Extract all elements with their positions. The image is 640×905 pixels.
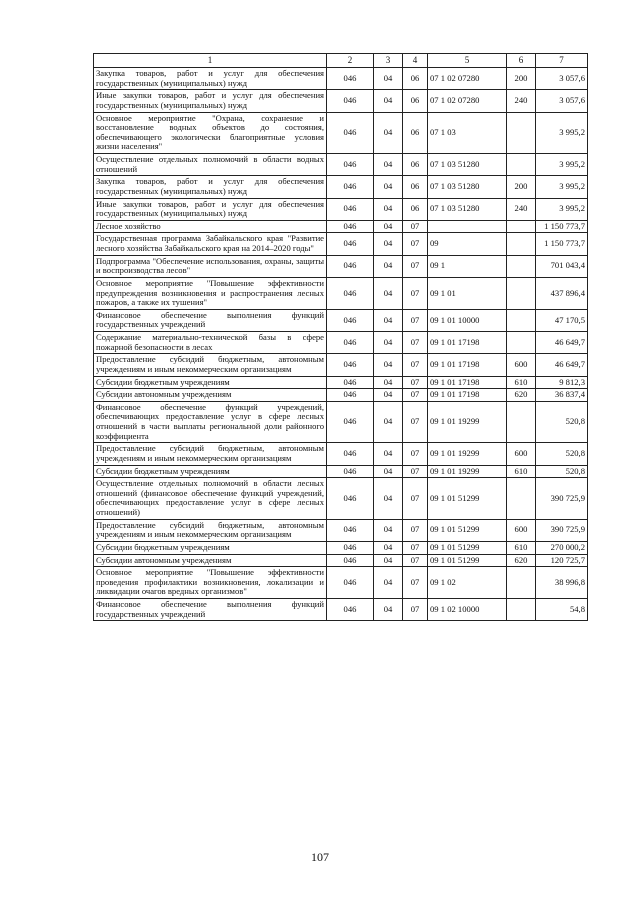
- amount-cell: 3 995,2: [536, 112, 588, 154]
- row-name-cell: Подпрограмма "Обеспечение использования, охраны, защиты и воспроизводства лесов": [94, 255, 327, 277]
- table-row: [94, 154, 588, 176]
- row-name-cell: Закупка товаров, работ и услуг для обеспечения государственных (муниципальных) нужд: [94, 176, 327, 198]
- section-cell: 04: [374, 401, 403, 443]
- table-body: [94, 54, 588, 621]
- grbs-cell: 046: [327, 443, 374, 465]
- expense-type-cell: [507, 220, 536, 233]
- grbs-cell: 046: [327, 567, 374, 599]
- section-cell: 04: [374, 389, 403, 402]
- target-article-cell: 07 1 03 51280: [428, 154, 507, 176]
- table-row: [94, 478, 588, 520]
- subsection-cell: 07: [403, 332, 428, 354]
- table-row: [94, 389, 588, 402]
- expense-type-cell: [507, 309, 536, 331]
- grbs-cell: 046: [327, 112, 374, 154]
- subsection-cell: 07: [403, 389, 428, 402]
- amount-cell: 47 170,5: [536, 309, 588, 331]
- grbs-cell: 046: [327, 401, 374, 443]
- header-cell: 5: [428, 54, 507, 68]
- expense-type-cell: [507, 154, 536, 176]
- amount-cell: 1 150 773,7: [536, 220, 588, 233]
- row-name-cell: Основное мероприятие "Повышение эффективности предупреждения возникновения и распространения лесных пожаров, а также их тушения": [94, 277, 327, 309]
- row-name-cell: Финансовое обеспечение функций учреждений, обеспечивающих предоставление услуг в сфере лесных отношений в части выплаты региональной доли районного коэффициента: [94, 401, 327, 443]
- expense-type-cell: [507, 401, 536, 443]
- expense-type-cell: 620: [507, 389, 536, 402]
- grbs-cell: 046: [327, 465, 374, 478]
- target-article-cell: 07 1 03 51280: [428, 198, 507, 220]
- table-row: [94, 465, 588, 478]
- target-article-cell: 09 1 01: [428, 277, 507, 309]
- row-name-cell: Закупка товаров, работ и услуг для обеспечения государственных (муниципальных) нужд: [94, 68, 327, 90]
- expense-type-cell: [507, 478, 536, 520]
- header-cell: 7: [536, 54, 588, 68]
- target-article-cell: 09 1 01 51299: [428, 478, 507, 520]
- amount-cell: 270 000,2: [536, 541, 588, 554]
- section-cell: 04: [374, 198, 403, 220]
- section-cell: 04: [374, 567, 403, 599]
- expense-type-cell: 600: [507, 354, 536, 376]
- table-row: [94, 198, 588, 220]
- table-row: [94, 354, 588, 376]
- header-cell: 6: [507, 54, 536, 68]
- amount-cell: 46 649,7: [536, 332, 588, 354]
- row-name-cell: Основное мероприятие "Повышение эффективности проведения профилактики возникновения, локализации и ликвидации очагов вредных организмов": [94, 567, 327, 599]
- amount-cell: 1 150 773,7: [536, 233, 588, 255]
- table-row: [94, 112, 588, 154]
- table-row: [94, 541, 588, 554]
- amount-cell: 3 995,2: [536, 176, 588, 198]
- grbs-cell: 046: [327, 90, 374, 112]
- target-article-cell: 09 1 01 51299: [428, 541, 507, 554]
- amount-cell: 36 837,4: [536, 389, 588, 402]
- expense-type-cell: [507, 255, 536, 277]
- target-article-cell: 07 1 02 07280: [428, 68, 507, 90]
- expense-type-cell: [507, 599, 536, 621]
- grbs-cell: 046: [327, 389, 374, 402]
- section-cell: 04: [374, 376, 403, 389]
- section-cell: 04: [374, 354, 403, 376]
- target-article-cell: 09 1 01 17198: [428, 389, 507, 402]
- target-article-cell: 09: [428, 233, 507, 255]
- amount-cell: 520,8: [536, 443, 588, 465]
- expense-type-cell: 620: [507, 554, 536, 567]
- subsection-cell: 07: [403, 478, 428, 520]
- section-cell: 04: [374, 68, 403, 90]
- target-article-cell: 09 1 02 10000: [428, 599, 507, 621]
- grbs-cell: 046: [327, 354, 374, 376]
- amount-cell: 390 725,9: [536, 519, 588, 541]
- row-name-cell: Содержание материально-технической базы в сфере пожарной безопасности в лесах: [94, 332, 327, 354]
- row-name-cell: Финансовое обеспечение выполнения функций государственных учреждений: [94, 309, 327, 331]
- subsection-cell: 07: [403, 567, 428, 599]
- subsection-cell: 07: [403, 376, 428, 389]
- section-cell: 04: [374, 233, 403, 255]
- section-cell: 04: [374, 541, 403, 554]
- table-row: [94, 376, 588, 389]
- section-cell: 04: [374, 220, 403, 233]
- grbs-cell: 046: [327, 376, 374, 389]
- target-article-cell: 09 1 01 19299: [428, 465, 507, 478]
- target-article-cell: 09 1 01 10000: [428, 309, 507, 331]
- row-name-cell: Осуществление отдельных полномочий в области лесных отношений (финансовое обеспечение функций учреждений, обеспечивающих предоставление услуг в сфере лесных отношений): [94, 478, 327, 520]
- subsection-cell: 07: [403, 443, 428, 465]
- row-name-cell: Иные закупки товаров, работ и услуг для обеспечения государственных (муниципальных) нужд: [94, 198, 327, 220]
- subsection-cell: 07: [403, 233, 428, 255]
- target-article-cell: 09 1: [428, 255, 507, 277]
- subsection-cell: 07: [403, 541, 428, 554]
- subsection-cell: 06: [403, 112, 428, 154]
- target-article-cell: 07 1 02 07280: [428, 90, 507, 112]
- expense-type-cell: [507, 277, 536, 309]
- table-row: [94, 68, 588, 90]
- subsection-cell: 06: [403, 198, 428, 220]
- target-article-cell: 09 1 01 17198: [428, 354, 507, 376]
- header-cell: 4: [403, 54, 428, 68]
- target-article-cell: 09 1 01 51299: [428, 519, 507, 541]
- grbs-cell: 046: [327, 478, 374, 520]
- amount-cell: 701 043,4: [536, 255, 588, 277]
- grbs-cell: 046: [327, 599, 374, 621]
- section-cell: 04: [374, 112, 403, 154]
- grbs-cell: 046: [327, 332, 374, 354]
- expense-type-cell: 610: [507, 465, 536, 478]
- target-article-cell: 09 1 01 17198: [428, 376, 507, 389]
- expense-type-cell: [507, 112, 536, 154]
- subsection-cell: 07: [403, 554, 428, 567]
- grbs-cell: 046: [327, 176, 374, 198]
- expense-type-cell: 600: [507, 443, 536, 465]
- table-row: [94, 277, 588, 309]
- row-name-cell: Субсидии бюджетным учреждениям: [94, 541, 327, 554]
- expense-type-cell: 200: [507, 68, 536, 90]
- document-page: [93, 53, 587, 621]
- grbs-cell: 046: [327, 309, 374, 331]
- row-name-cell: Предоставление субсидий бюджетным, автономным учреждениям и иным некоммерческим организациям: [94, 354, 327, 376]
- header-cell: 2: [327, 54, 374, 68]
- section-cell: 04: [374, 599, 403, 621]
- row-name-cell: Предоставление субсидий бюджетным, автономным учреждениям и иным некоммерческим организациям: [94, 519, 327, 541]
- section-cell: 04: [374, 554, 403, 567]
- section-cell: 04: [374, 443, 403, 465]
- page-number: 107: [311, 850, 329, 864]
- table-row: [94, 255, 588, 277]
- table-row: [94, 332, 588, 354]
- amount-cell: 437 896,4: [536, 277, 588, 309]
- grbs-cell: 046: [327, 519, 374, 541]
- table-row: [94, 176, 588, 198]
- target-article-cell: 09 1 01 19299: [428, 401, 507, 443]
- row-name-cell: Лесное хозяйство: [94, 220, 327, 233]
- subsection-cell: 06: [403, 90, 428, 112]
- table-row: [94, 401, 588, 443]
- section-cell: 04: [374, 309, 403, 331]
- section-cell: 04: [374, 255, 403, 277]
- grbs-cell: 046: [327, 277, 374, 309]
- amount-cell: 3 995,2: [536, 198, 588, 220]
- row-name-cell: Субсидии бюджетным учреждениям: [94, 376, 327, 389]
- grbs-cell: 046: [327, 68, 374, 90]
- table-row: [94, 90, 588, 112]
- amount-cell: 54,8: [536, 599, 588, 621]
- section-cell: 04: [374, 332, 403, 354]
- subsection-cell: 07: [403, 519, 428, 541]
- row-name-cell: Государственная программа Забайкальского края "Развитие лесного хозяйства Забайкальского края на 2014–2020 годы": [94, 233, 327, 255]
- table-row: [94, 519, 588, 541]
- header-row: [94, 54, 588, 68]
- section-cell: 04: [374, 154, 403, 176]
- amount-cell: 9 812,3: [536, 376, 588, 389]
- subsection-cell: 07: [403, 220, 428, 233]
- grbs-cell: 046: [327, 554, 374, 567]
- expense-type-cell: [507, 233, 536, 255]
- budget-table: [93, 53, 588, 621]
- grbs-cell: 046: [327, 255, 374, 277]
- subsection-cell: 06: [403, 176, 428, 198]
- table-row: [94, 554, 588, 567]
- header-cell: 1: [94, 54, 327, 68]
- row-name-cell: Финансовое обеспечение выполнения функций государственных учреждений: [94, 599, 327, 621]
- expense-type-cell: 200: [507, 176, 536, 198]
- amount-cell: 520,8: [536, 465, 588, 478]
- grbs-cell: 046: [327, 541, 374, 554]
- expense-type-cell: 600: [507, 519, 536, 541]
- row-name-cell: Иные закупки товаров, работ и услуг для обеспечения государственных (муниципальных) нужд: [94, 90, 327, 112]
- section-cell: 04: [374, 465, 403, 478]
- section-cell: 04: [374, 90, 403, 112]
- row-name-cell: Осуществление отдельных полномочий в области водных отношений: [94, 154, 327, 176]
- table-row: [94, 567, 588, 599]
- subsection-cell: 07: [403, 255, 428, 277]
- row-name-cell: Предоставление субсидий бюджетным, автономным учреждениям и иным некоммерческим организациям: [94, 443, 327, 465]
- section-cell: 04: [374, 519, 403, 541]
- row-name-cell: Субсидии автономным учреждениям: [94, 389, 327, 402]
- expense-type-cell: 610: [507, 541, 536, 554]
- amount-cell: 3 995,2: [536, 154, 588, 176]
- table-row: [94, 443, 588, 465]
- amount-cell: 3 057,6: [536, 90, 588, 112]
- table-row: [94, 220, 588, 233]
- section-cell: 04: [374, 176, 403, 198]
- subsection-cell: 07: [403, 599, 428, 621]
- grbs-cell: 046: [327, 154, 374, 176]
- table-row: [94, 599, 588, 621]
- section-cell: 04: [374, 478, 403, 520]
- target-article-cell: 09 1 01 17198: [428, 332, 507, 354]
- amount-cell: 38 996,8: [536, 567, 588, 599]
- amount-cell: 520,8: [536, 401, 588, 443]
- target-article-cell: 09 1 01 19299: [428, 443, 507, 465]
- subsection-cell: 07: [403, 401, 428, 443]
- expense-type-cell: [507, 332, 536, 354]
- section-cell: 04: [374, 277, 403, 309]
- target-article-cell: 07 1 03: [428, 112, 507, 154]
- grbs-cell: 046: [327, 220, 374, 233]
- subsection-cell: 07: [403, 354, 428, 376]
- table-row: [94, 233, 588, 255]
- row-name-cell: Субсидии автономным учреждениям: [94, 554, 327, 567]
- table-row: [94, 309, 588, 331]
- amount-cell: 390 725,9: [536, 478, 588, 520]
- target-article-cell: 09 1 01 51299: [428, 554, 507, 567]
- amount-cell: 3 057,6: [536, 68, 588, 90]
- subsection-cell: 06: [403, 154, 428, 176]
- target-article-cell: 07 1 03 51280: [428, 176, 507, 198]
- subsection-cell: 07: [403, 309, 428, 331]
- expense-type-cell: 240: [507, 90, 536, 112]
- target-article-cell: 09 1 02: [428, 567, 507, 599]
- target-article-cell: [428, 220, 507, 233]
- subsection-cell: 07: [403, 277, 428, 309]
- header-cell: 3: [374, 54, 403, 68]
- expense-type-cell: [507, 567, 536, 599]
- amount-cell: 46 649,7: [536, 354, 588, 376]
- grbs-cell: 046: [327, 198, 374, 220]
- row-name-cell: Субсидии бюджетным учреждениям: [94, 465, 327, 478]
- subsection-cell: 07: [403, 465, 428, 478]
- subsection-cell: 06: [403, 68, 428, 90]
- grbs-cell: 046: [327, 233, 374, 255]
- expense-type-cell: 240: [507, 198, 536, 220]
- amount-cell: 120 725,7: [536, 554, 588, 567]
- expense-type-cell: 610: [507, 376, 536, 389]
- row-name-cell: Основное мероприятие "Охрана, сохранение и восстановление водных объектов до состояния, обеспечивающего экологически благоприятные условия жизни населения": [94, 112, 327, 154]
